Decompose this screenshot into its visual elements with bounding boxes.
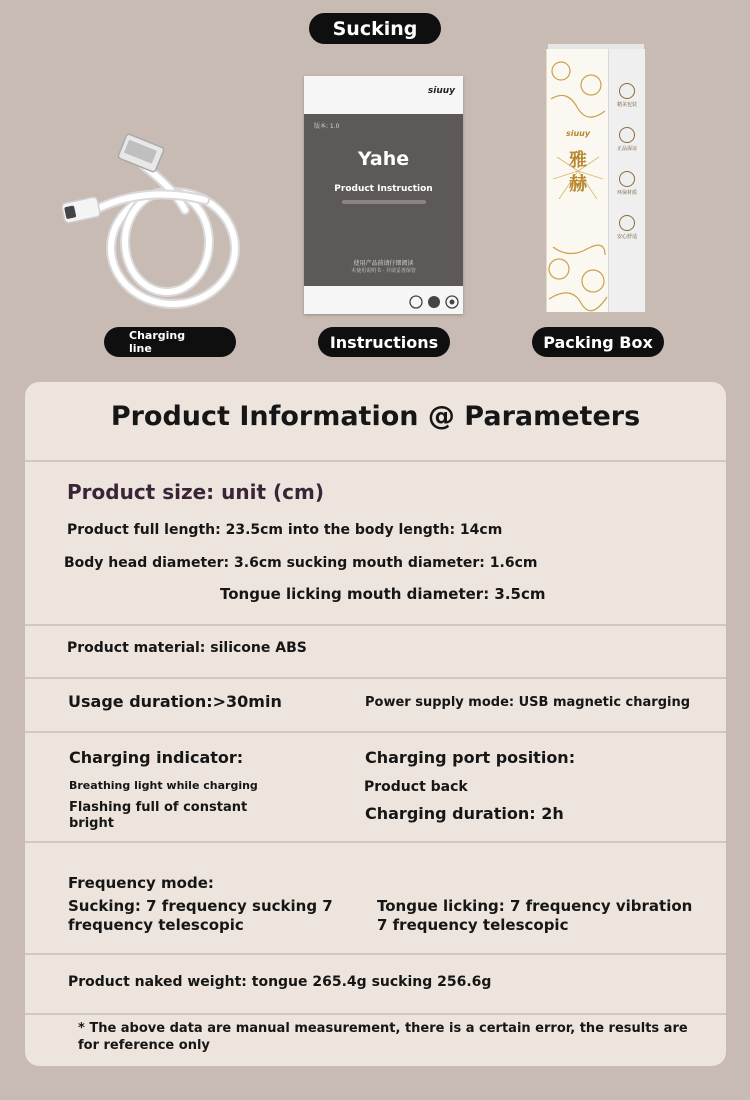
instruction-manual-image bbox=[304, 76, 463, 314]
sucking-label bbox=[309, 13, 441, 44]
box-brand: siuuy bbox=[565, 129, 591, 138]
naked-weight: Product naked weight: tongue 265.4g sucking 256.6g bbox=[68, 974, 492, 990]
sucking-label-text: Sucking bbox=[332, 17, 418, 40]
charging-cable-image bbox=[55, 130, 255, 320]
manual-subtitle: Product Instruction bbox=[334, 184, 433, 194]
usage-duration: Usage duration:>30min bbox=[68, 692, 282, 711]
product-info-card bbox=[25, 382, 726, 1066]
indicator-line-2: Flashing full of constant bright bbox=[69, 800, 248, 831]
box-feature-label: 正品保证 bbox=[616, 146, 637, 152]
manual-brand: siuuy bbox=[427, 86, 455, 96]
charging-duration: Charging duration: 2h bbox=[365, 804, 564, 823]
info-heading: Product Information @ Parameters bbox=[110, 401, 641, 432]
measurement-note: * The above data are manual measurement, there is a certain error, the results are for reference only bbox=[78, 1021, 688, 1053]
charging-line-label-text: Charging line bbox=[129, 329, 186, 355]
box-feature bbox=[609, 215, 645, 259]
manual-cn-line1: 使用产品前请仔细阅读 bbox=[353, 260, 414, 267]
frequency-tongue: Tongue licking: 7 frequency vibration 7 frequency telescopic bbox=[377, 897, 693, 934]
box-feature-label: 环保材质 bbox=[616, 190, 637, 196]
divider bbox=[25, 953, 726, 955]
leaf-icon bbox=[619, 171, 635, 187]
box-feature-list bbox=[609, 83, 645, 259]
divider bbox=[25, 624, 726, 626]
box-feature bbox=[609, 171, 645, 215]
size-line-2: Body head diameter: 3.6cm sucking mouth diameter: 1.6cm bbox=[64, 555, 538, 571]
divider bbox=[25, 460, 726, 462]
material: Product material: silicone ABS bbox=[67, 640, 307, 656]
size-line-1: Product full length: 23.5cm into the body length: 14cm bbox=[67, 522, 503, 538]
box-feature-label: 安心舒适 bbox=[616, 234, 637, 240]
packing-box-image bbox=[546, 44, 646, 312]
indicator-title: Charging indicator: bbox=[69, 748, 244, 767]
badge-icon bbox=[619, 83, 635, 99]
instructions-label bbox=[318, 327, 450, 357]
box-cn-title: 雅赫 bbox=[569, 150, 587, 195]
divider bbox=[25, 731, 726, 733]
divider bbox=[25, 677, 726, 679]
indicator-line-1: Breathing light while charging bbox=[69, 779, 258, 792]
shield-icon bbox=[619, 215, 635, 231]
charging-line-label bbox=[104, 327, 236, 357]
frequency-title: Frequency mode: bbox=[68, 874, 214, 892]
box-side-face bbox=[608, 49, 645, 312]
port-title: Charging port position: bbox=[365, 748, 576, 767]
frequency-sucking: Sucking: 7 frequency sucking 7 frequency telescopic bbox=[68, 897, 333, 934]
packing-box-label bbox=[532, 327, 664, 357]
size-title: Product size: unit (cm) bbox=[67, 480, 324, 504]
manual-cover bbox=[304, 114, 463, 286]
box-feature-label: 精美包装 bbox=[616, 102, 637, 108]
instructions-label-text: Instructions bbox=[329, 332, 439, 352]
manual-cn-line2: 本使用说明书 · 并请妥善保管 bbox=[351, 268, 416, 274]
box-feature bbox=[609, 127, 645, 171]
manual-blurred-line bbox=[342, 200, 426, 204]
port-value: Product back bbox=[364, 779, 468, 795]
packing-box-label-text: Packing Box bbox=[543, 332, 653, 352]
manual-version: 版本: 1.0 bbox=[314, 123, 340, 130]
size-line-3: Tongue licking mouth diameter: 3.5cm bbox=[220, 585, 546, 603]
box-feature bbox=[609, 83, 645, 127]
divider bbox=[25, 1013, 726, 1015]
badge-icon bbox=[619, 127, 635, 143]
box-front-face bbox=[546, 49, 609, 312]
power-supply: Power supply mode: USB magnetic charging bbox=[365, 695, 691, 710]
divider bbox=[25, 841, 726, 843]
manual-title: Yahe bbox=[357, 148, 410, 170]
manual-certification-icons bbox=[408, 294, 460, 310]
